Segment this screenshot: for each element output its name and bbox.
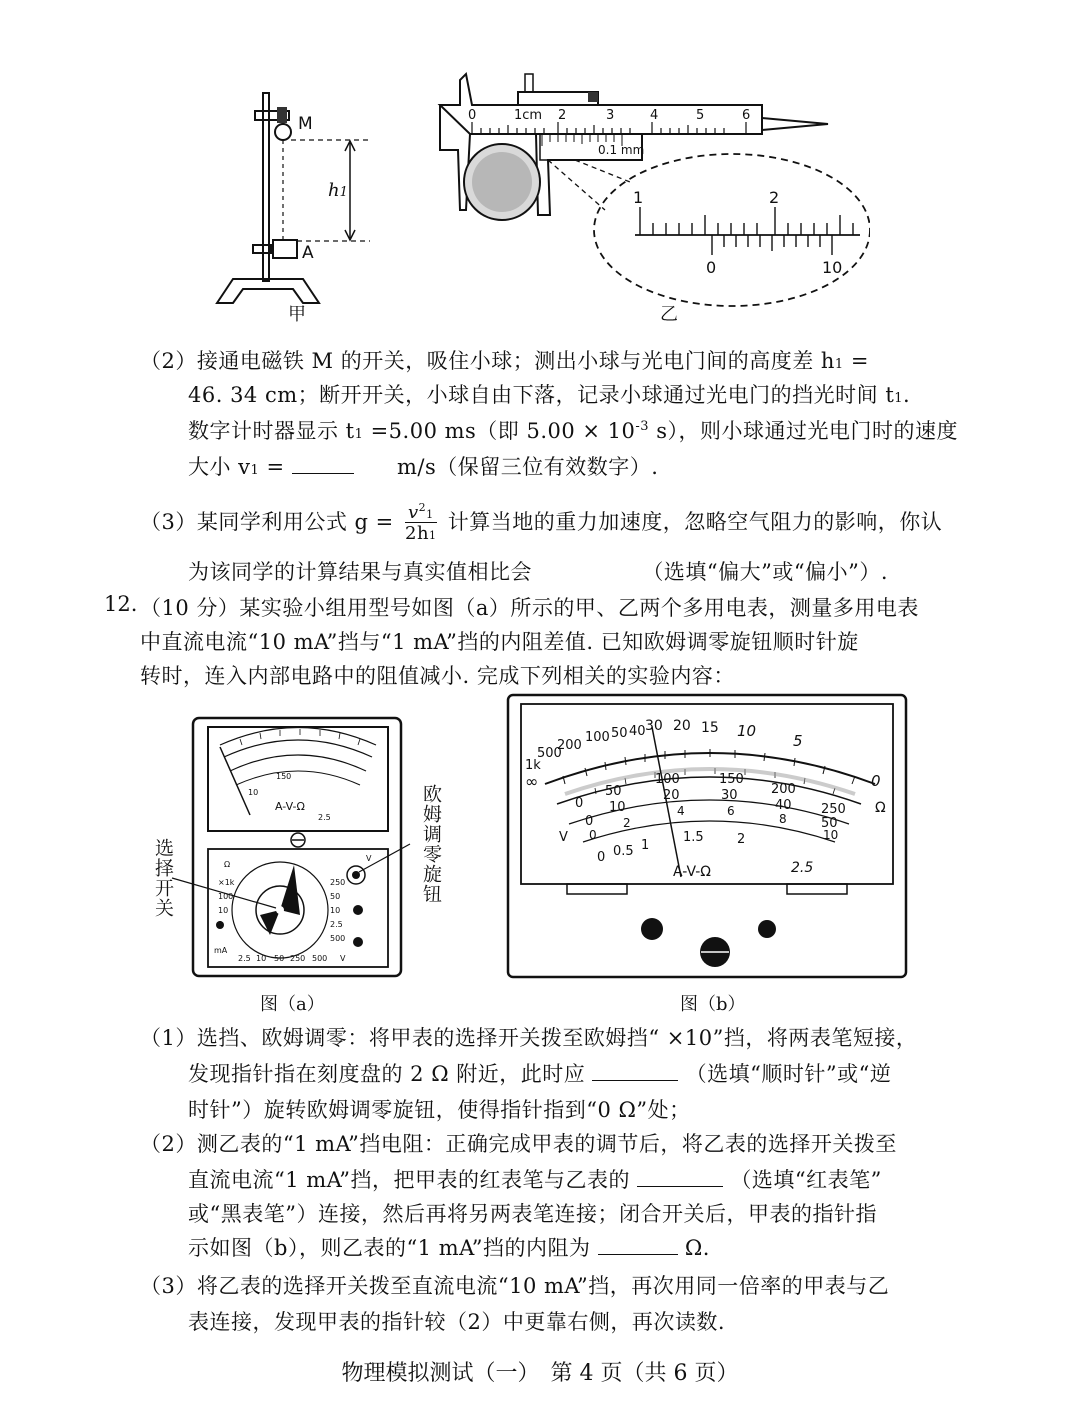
ohm-inf: ∞: [525, 772, 539, 791]
svg-text:10: 10: [248, 788, 259, 797]
answer-blank-compare[interactable]: [539, 561, 635, 579]
ohm-10: 10: [737, 722, 757, 740]
low2-0: 0: [589, 828, 597, 842]
caption-jia: 甲: [288, 304, 306, 325]
q12-p2-line3: 或“黑表笔”）连接，然后再将另两表笔连接；闭合开关后，甲表的指针指: [188, 1202, 877, 1226]
mid-0: 0: [575, 796, 584, 811]
meter-b-labels: [505, 692, 910, 892]
mid2-0: 0: [585, 814, 594, 829]
caliper-scale-labels: [430, 108, 790, 128]
q11-p2-line3: 数字计时器显示 t1 =5.00 ms（即 $5.00 \times 10^{-3}$ s），则小球通过光电门时的速度: [188, 419, 959, 443]
page-footer: 物理模拟测试（一） 第 4 页（共 6 页）: [341, 1361, 739, 1386]
svg-text:2.5: 2.5: [318, 813, 331, 822]
answer-blank-v1[interactable]: [292, 455, 354, 474]
label-selector-switch: 选择开关: [152, 838, 174, 918]
svg-text:10: 10: [218, 906, 229, 915]
mid-200: 200: [771, 782, 796, 797]
svg-text:mA: mA: [214, 946, 228, 955]
mid2-30: 30: [721, 788, 738, 803]
svg-text:500: 500: [330, 934, 346, 943]
ohm-500: 500: [537, 746, 562, 761]
svg-text:V: V: [340, 954, 346, 963]
meter-a-unit: A-V-Ω: [275, 800, 305, 813]
ohm-15: 15: [701, 720, 719, 736]
caliper-label-5: 5: [696, 108, 705, 123]
svg-text:10: 10: [330, 906, 341, 915]
svg-text:V: V: [366, 854, 372, 863]
q12-stem-line3: 转时，连入内部电路中的阻值减小. 完成下列相关的实验内容：: [140, 664, 735, 688]
q12-p1-line3: 时针”）旋转欧姆调零旋钮，使得指针指到“0 Ω”处；: [188, 1098, 691, 1122]
q12-p2-line2: 直流电流“1 mA”挡，把甲表的红表笔与乙表的 （选填“红表笔”: [188, 1168, 882, 1192]
ohm-100: 100: [585, 730, 610, 745]
meter-b-unit: A-V-Ω: [673, 864, 712, 880]
low2-10: 10: [823, 828, 839, 842]
answer-blank-rotation[interactable]: [592, 1062, 678, 1081]
q11-p3-line1: （3）某同学利用公式 g = $\frac{v^21}{2h1}$ 计算当地的重力加速度，忽略空气阻力的影响，你认: [140, 501, 943, 544]
mid2-50: 50: [821, 816, 838, 831]
low2-8: 8: [779, 812, 787, 826]
low2-2: 2: [623, 816, 631, 830]
q12-part2: [140, 1128, 940, 1268]
q12-p2-line1: （2）测乙表的“1 mA”挡电阻：正确完成甲表的调节后，将乙表的选择开关拨至: [140, 1132, 897, 1156]
q11-p3-line2: 为该同学的计算结果与真实值相比会 （选填“偏大”或“偏小”）.: [188, 560, 888, 584]
low-2: 2: [737, 832, 746, 847]
zoom-main-label-1: 1: [633, 188, 644, 207]
zoom-main-label-2: 2: [769, 188, 780, 207]
caliper-label-3: 3: [606, 108, 615, 123]
ohm-5: 5: [793, 732, 803, 750]
mid2-40: 40: [775, 798, 792, 813]
q11-p2-line2: 46. 34 cm；断开开关，小球自由下落，记录小球通过光电门的挡光时间 t1.: [188, 383, 911, 407]
mid2-20: 20: [663, 788, 680, 803]
q12-p1-line1: （1）选挡、欧姆调零：将甲表的选择开关拨至欧姆挡“ ×10”挡，将两表笔短接，: [140, 1026, 918, 1050]
formula-fraction: $\frac{v^21}{2h1}$: [405, 501, 437, 544]
caliper-label-6: 6: [742, 108, 751, 123]
svg-text:1: 1: [218, 920, 224, 929]
low2-6: 6: [727, 804, 735, 818]
q12-number: 12.: [104, 592, 138, 616]
zoom-vernier-label-10: 10: [822, 258, 843, 277]
answer-blank-resistance[interactable]: [598, 1236, 678, 1255]
caption-yi: 乙: [660, 304, 678, 325]
q11-p2-line4: 大小 v1 = m/s（保留三位有效数字）.: [188, 455, 659, 479]
q12-p1-line2: 发现指针指在刻度盘的 2 Ω 附近，此时应 （选填“顺时针”或“逆: [188, 1062, 892, 1086]
ohm-200: 200: [557, 738, 582, 753]
q12-part3: [140, 1270, 940, 1340]
q12-stem-line2: 中直流电流“10 mA”挡与“1 mA”挡的内阻差值. 已知欧姆调零旋钮顺时针旋: [140, 630, 859, 654]
low-1.5: 1.5: [683, 830, 704, 845]
q12-p3-line1: （3）将乙表的选择开关拨至直流电流“10 mA”挡，再次用同一倍率的甲表与乙: [140, 1274, 890, 1298]
knob-leader-line: [355, 840, 415, 880]
ohm-40: 40: [629, 724, 646, 739]
svg-text:50: 50: [330, 892, 341, 901]
svg-text:2.5: 2.5: [238, 954, 251, 963]
mid2-10: 10: [609, 800, 626, 815]
label-ohm-zero-knob: 欧姆调零旋钮: [420, 784, 442, 904]
answer-blank-probe[interactable]: [637, 1168, 723, 1187]
svg-text:250: 250: [330, 878, 346, 887]
low-2.5: 2.5: [791, 860, 814, 876]
caliper-label-2: 2: [558, 108, 567, 123]
low-0.5: 0.5: [613, 844, 634, 859]
caption-b: 图（b）: [680, 994, 746, 1015]
ohm-20: 20: [673, 718, 691, 734]
caliper-label-0: 0: [468, 108, 477, 123]
meter-b-v: V: [559, 830, 568, 845]
svg-text:150: 150: [276, 772, 292, 781]
caliper-label-4: 4: [650, 108, 659, 123]
ohm-30: 30: [645, 718, 663, 734]
q11-p2-line1: （2）接通电磁铁 M 的开关，吸住小球；测出小球与光电门间的高度差 h1 =: [140, 349, 869, 373]
q12-p2-line4: 示如图（b），则乙表的“1 mA”挡的内阻为 Ω.: [188, 1236, 710, 1260]
q12-p3-line2: 表连接，发现甲表的指针较（2）中更靠右侧，再次读数.: [188, 1310, 726, 1334]
svg-text:100: 100: [218, 892, 234, 901]
caliper-label-1cm: 1cm: [514, 108, 543, 123]
svg-text:10: 10: [256, 954, 267, 963]
mid-100: 100: [655, 772, 680, 787]
vernier-precision: 0.1 mm: [598, 143, 645, 157]
label-h1: h1: [328, 180, 348, 201]
svg-text:Ω: Ω: [224, 860, 231, 869]
selector-leader-line: [170, 860, 285, 920]
q12-stem: [140, 592, 940, 692]
q11-part3: [140, 498, 943, 588]
zoom-vernier-label-0: 0: [706, 258, 717, 277]
ohm-1k: 1k: [525, 758, 541, 773]
figure-jia-apparatus: [205, 85, 380, 320]
q12-stem-line1: （10 分）某实验小组用型号如图（a）所示的甲、乙两个多用电表，测量多用电表: [140, 596, 919, 620]
low-1: 1: [641, 838, 650, 853]
q12-part1: [140, 1022, 940, 1132]
svg-text:500: 500: [312, 954, 328, 963]
svg-text:×1k: ×1k: [218, 878, 235, 887]
ohm-50: 50: [611, 726, 628, 741]
low-0: 0: [597, 850, 606, 865]
meter-b-omega: Ω: [875, 800, 886, 816]
mid-250: 250: [821, 802, 846, 817]
svg-text:250: 250: [290, 954, 306, 963]
label-M: M: [298, 114, 313, 134]
svg-text:2.5: 2.5: [330, 920, 343, 929]
q11-part2: [140, 345, 959, 485]
svg-text:50: 50: [274, 954, 285, 963]
low2-4: 4: [677, 804, 685, 818]
ohm-0: 0: [871, 772, 881, 790]
mid-50: 50: [605, 784, 622, 799]
label-A: A: [302, 243, 314, 263]
mid-150: 150: [719, 772, 744, 787]
caption-a: 图（a）: [260, 994, 325, 1015]
